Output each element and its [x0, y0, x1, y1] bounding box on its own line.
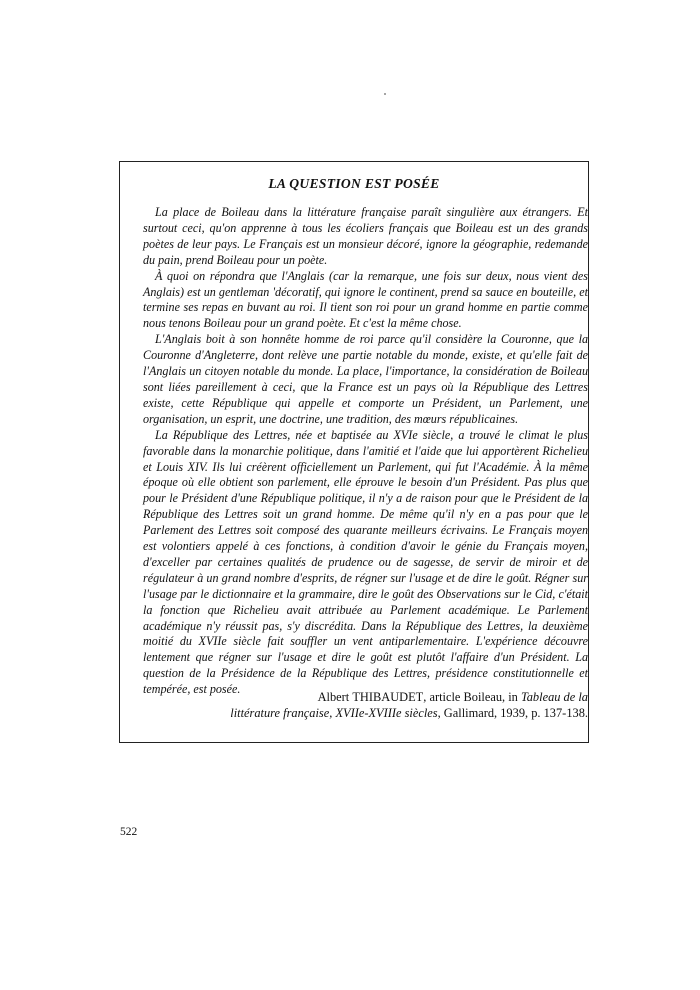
work-title-part-1: Tableau de la — [520, 690, 588, 704]
quote-body — [143, 205, 588, 698]
page-number: 522 — [120, 826, 138, 838]
paragraph-3: L'Anglais boit à son honnête homme de roi parce qu'il considère la Couronne, que la Couronne d'Angleterre, dont relève une partie notable du monde, existe, et qu'elle fait de l'Anglais un citoyen notable du monde. La place, l'importance, la considération de Boileau sont liées pareillement à ceci, que la France est un pays où la République des Lettres existe, cette République qui appelle et comporte un Président, un Parlement, une organisation, un esprit, une doctrine, une tradition, des mœurs républicaines. — [143, 332, 588, 426]
attribution-lead: , article Boileau, in — [423, 690, 518, 704]
publisher-info: , Gallimard, 1939, p. 137-138. — [437, 706, 588, 720]
scan-speck — [384, 93, 386, 95]
attribution — [143, 689, 588, 721]
paragraph-4: La République des Lettres, née et baptisée au XVIe siècle, a trouvé le climat le plus favorable dans la monarchie politique, dans l'amitié et l'aide que lui apportèrent Richelieu et Louis XIV. Ils lui créèrent officiellement un Parlement, qui fut l'Académie. À la même époque où elle obtient son parlement, elle éprouve le besoin d'un Président. Pas plus que pour le Président d'une République politique, il n'y a de raison pour que le Président de la République des Lettres soit un grand homme. De même qu'il n'y en a pas pour que le Parlement des Lettres soit composé des quarante meilleurs écrivains. Le Français moyen est volontiers appelé à ces fonctions, à condition d'avoir le génie du Français moyen, d'exceller par certaines qualités de prudence ou de sagesse, de servir de miroir et de régulateur à un grand nombre d'esprits, de régner sur l'usage et de dire le goût. Régner sur l'usage par le dictionnaire et la grammaire, dire le goût des Observations sur le Cid, c'était la fonction que Richelieu avait attribuée au Parlement académique. Le Parlement académique n'y réussit pas, s'y discrédita. Dans la République des Lettres, la deuxième moitié du XVIIe siècle fait souffler un vent antiparlementaire. L'expérience découvre lentement que régner sur l'usage et dire le goût est plutôt l'affaire d'un Président. La question de la Présidence de la République des Lettres, présidence constitutionnelle et tempérée, est posée. — [143, 427, 588, 697]
author-last-name: THIBAUDET — [352, 690, 424, 704]
attribution-line-2 — [143, 705, 588, 721]
page-title: LA QUESTION EST POSÉE — [268, 176, 440, 191]
paragraph-2: À quoi on répondra que l'Anglais (car la remarque, une fois sur deux, nous vient des Anglais) est un gentleman 'décoratif, qui ignore le continent, prend sa sauce en bouteille, et termine ses repas en buvant au roi. Il tient son roi pour un grand homme en partie comme nous tenons Boileau pour un grand poète. Et c'est la même chose. — [143, 268, 588, 331]
work-title-part-2: littérature française, XVIIe-XVIIIe siècles — [230, 706, 438, 720]
paragraph-1: La place de Boileau dans la littérature française paraît singulière aux étrangers. Et surtout ceci, qu'on apprenne à tous les écoliers français que Boileau est un des grands poètes de leur pays. Le Français est un monsieur décoré, ignore la géographie, redemande du pain, prend Boileau pour un poète. — [143, 205, 588, 267]
attribution-line-1 — [143, 689, 588, 705]
author-first-name: Albert — [317, 690, 350, 704]
